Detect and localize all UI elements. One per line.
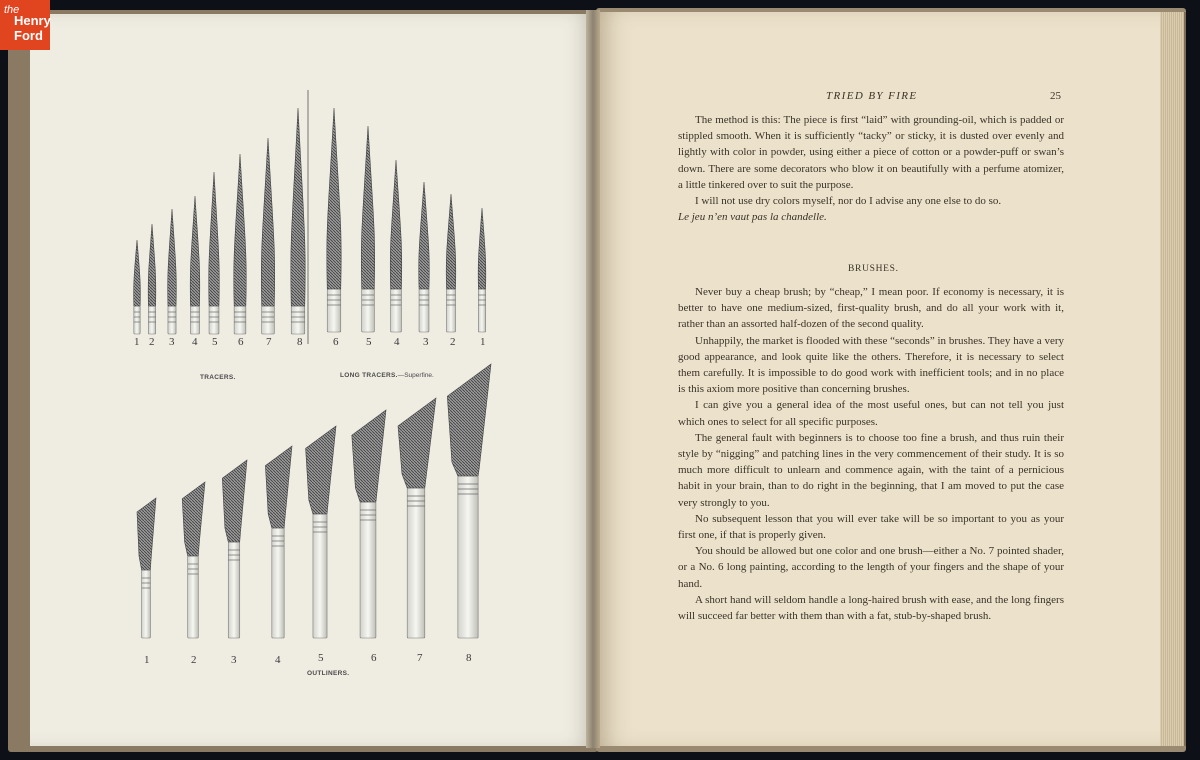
caption-long-tracers bbox=[340, 372, 434, 379]
paragraph: I will not use dry colors myself, nor do I advise any one else to do so. bbox=[695, 195, 1002, 208]
caption-long-tracers-label: LONG TRACERS. bbox=[340, 372, 398, 379]
paragraph: I can give you a general idea of the most useful ones, but can not tell you just which ones to select for all specific purposes. bbox=[678, 399, 1064, 428]
outliners-group bbox=[137, 364, 491, 638]
caption-outliners: OUTLINERS. bbox=[307, 670, 350, 677]
outliner-number: 4 bbox=[275, 654, 281, 666]
long-tracer-number: 3 bbox=[423, 336, 429, 348]
outliner-number: 1 bbox=[144, 654, 150, 666]
logo-line-1: the bbox=[4, 4, 20, 16]
long-tracer-brush bbox=[327, 108, 341, 332]
outliner-brush bbox=[137, 498, 156, 638]
text-block-bottom bbox=[678, 284, 1064, 624]
page-edges bbox=[1160, 12, 1186, 746]
outliner-number: 6 bbox=[371, 652, 377, 664]
paragraph: The general fault with beginners is to choose too fine a brush, and thus ruin their style by “nigging” and patching lines in the very commencement of their study. It is so much more difficult to unlearn and commence again, with the taint of a pernicious habit in your brain, than to do right in the beginning, that I am moved to put the case very strongly to you. bbox=[678, 431, 1064, 509]
caption-tracers: TRACERS. bbox=[200, 374, 236, 381]
long-tracer-number: 2 bbox=[450, 336, 456, 348]
tracer-number: 1 bbox=[134, 336, 140, 348]
long-tracers-group bbox=[327, 108, 486, 332]
tracer-brush bbox=[261, 138, 274, 334]
caption-long-tracers-sub: —Superfine. bbox=[397, 372, 434, 379]
tracer-brush bbox=[234, 154, 246, 334]
outliner-number: 3 bbox=[231, 654, 237, 666]
outliner-number: 8 bbox=[466, 652, 472, 664]
paragraph: The method is this: The piece is first “laid” with grounding-oil, which is padded or stippled smooth. When it is sufficiently “tacky” or sticky, it is dusted over evenly and lightly with color in powder, using either a piece of cotton or a powder-puff or swan’s down. There are some decorators who blow it on beautifully with a perfume atomizer, a little tinkered over to suit the purpose. bbox=[678, 114, 1064, 191]
logo-line-3: Ford bbox=[14, 28, 43, 43]
tracer-number: 6 bbox=[238, 336, 244, 348]
long-tracer-number: 5 bbox=[366, 336, 372, 348]
tracer-number: 2 bbox=[149, 336, 155, 348]
long-tracer-brush bbox=[419, 182, 430, 332]
tracer-brush bbox=[209, 172, 220, 334]
paragraph: No subsequent lesson that you will ever take will be so important to you as your first one, if that is properly given. bbox=[678, 512, 1064, 542]
tracer-brush bbox=[148, 224, 156, 334]
tracer-brush bbox=[291, 108, 305, 334]
paragraph: Never buy a cheap brush; by “cheap,” I mean poor. If economy is necessary, it is better to have one medium-sized, first-quality brush, and do all your work with it, rather than an assorted half-dozen of the second quality. bbox=[678, 286, 1064, 331]
tracer-brush bbox=[190, 196, 200, 334]
text-block-top bbox=[678, 112, 1064, 225]
paragraph: You should be allowed but one color and one brush—either a No. 7 pointed shader, or a No. 6 long painting, according to the length of your fingers and the shape of your hand. bbox=[678, 545, 1064, 590]
paragraph: Unhappily, the market is flooded with these “seconds” in brushes. They have a very good appearance, and look quite like the others. Therefore, it is necessary to select them carefully. It is impossible to do good work with inefficient tools; and in no place is this axiom more positive than concerning brushes. bbox=[678, 334, 1064, 396]
outliner-brush bbox=[265, 446, 292, 638]
outliner-brush bbox=[447, 364, 491, 638]
paragraph: A short hand will seldom handle a long-haired brush with ease, and the long fingers will succeed far better with them than with a fat, stub-by-shaped brush. bbox=[678, 593, 1064, 623]
brush-plate bbox=[30, 14, 595, 746]
tracer-number: 5 bbox=[212, 336, 218, 348]
tracers-group bbox=[134, 108, 306, 334]
italic-line: Le jeu n’en vaut pas la chandelle. bbox=[678, 211, 827, 224]
long-tracer-number: 4 bbox=[394, 336, 400, 348]
outliner-brush bbox=[352, 410, 386, 638]
tracer-number: 3 bbox=[169, 336, 175, 348]
long-tracer-number: 6 bbox=[333, 336, 339, 348]
long-tracer-brush bbox=[446, 194, 456, 332]
running-head: TRIED BY FIRE bbox=[826, 90, 918, 102]
tracer-number: 8 bbox=[297, 336, 303, 348]
tracer-number: 7 bbox=[266, 336, 272, 348]
tracer-brush bbox=[134, 240, 141, 334]
section-heading: BRUSHES. bbox=[848, 264, 899, 274]
outliner-brush bbox=[306, 426, 336, 638]
outliner-number: 2 bbox=[191, 654, 197, 666]
long-tracer-brush bbox=[390, 160, 402, 332]
tracer-brush bbox=[168, 209, 177, 334]
long-tracer-number: 1 bbox=[480, 336, 486, 348]
outliner-number: 7 bbox=[417, 652, 423, 664]
long-tracer-brush bbox=[361, 126, 374, 332]
outliner-number: 5 bbox=[318, 652, 324, 664]
page-number: 25 bbox=[1050, 90, 1061, 102]
outliner-brush bbox=[222, 460, 247, 638]
brush-illustration bbox=[30, 14, 595, 746]
tracer-number: 4 bbox=[192, 336, 198, 348]
outliner-brush bbox=[398, 398, 436, 638]
logo-line-2: Henry bbox=[14, 13, 51, 28]
outliner-brush bbox=[182, 482, 205, 638]
long-tracer-brush bbox=[478, 208, 486, 332]
